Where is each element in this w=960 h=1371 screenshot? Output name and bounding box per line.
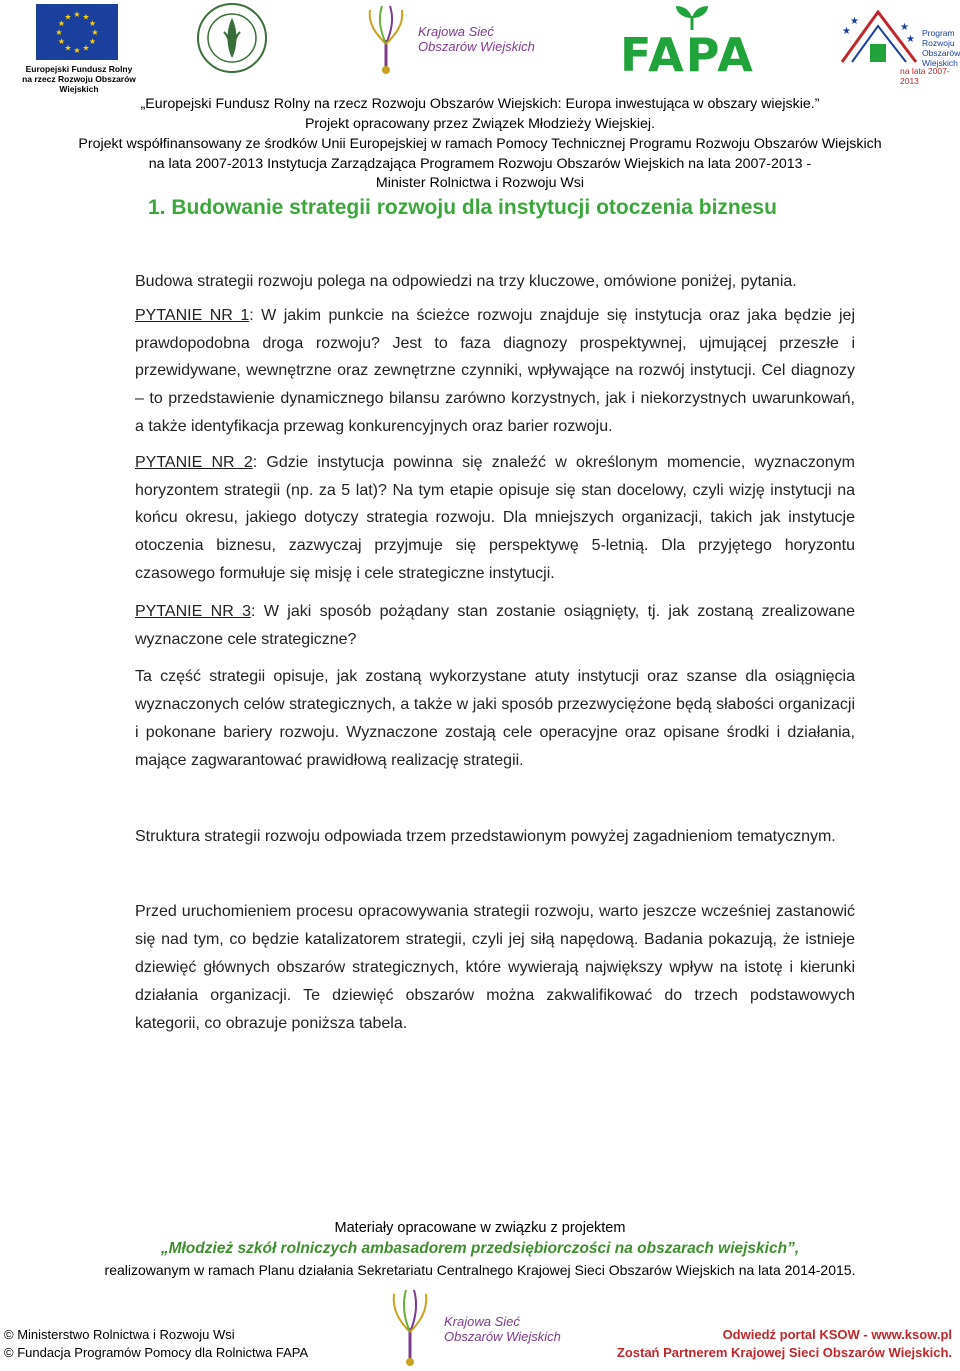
header-line-3: Projekt współfinansowany ze środków Unii Europejskiej w ramach Pomocy Technicznej Programu Rozwoju Obszarów Wiejskich [78, 136, 882, 152]
paragraph-intro: Budowa strategii rozwoju polega na odpowiedzi na trzy kluczowe, omówione poniżej, pytania. [135, 273, 797, 290]
svg-text:★: ★ [64, 12, 72, 22]
eu-caption-line1: Europejski Fundusz Rolny [25, 64, 133, 74]
ksow-portal-link[interactable]: Odwiedź portal KSOW - www.ksow.pl [722, 1327, 952, 1342]
paragraph-catalyst: Przed uruchomieniem procesu opracowywania strategii rozwoju, warto jeszcze wcześniej zastanowić się nad tym, co będzie katalizatorem strategii, czyli jej siłą napędową. Badania pokazują, że istnieje dziewięć głównych obszarów strategicznych, które wywierają największy wpływ na istotę i kierunki działania organizacji. Te dziewięć obszarów można zakwalifikować do trzech podstawowych kategorii, co obrazuje poniższa tabela. [135, 903, 855, 1032]
document-body [135, 268, 855, 1037]
svg-text:★: ★ [55, 28, 63, 37]
svg-text:★: ★ [900, 22, 909, 33]
fapa-sprout-icon [672, 4, 712, 30]
eu-caption [14, 64, 144, 94]
paragraph-strategy-part: Ta część strategii opisuje, jak zostaną wykorzystane atuty instytucji oraz szanse dla osiągnięcia wyznaczonych celów strategicznych, a także w jaki sposób przezwyciężone będą słabości organizacji i pokonane bariery rozwoju. Wyznaczone zostają cele operacyjne oraz opisane środki i działania, mające zagwarantować prawidłową realizację strategii. [135, 668, 855, 769]
svg-text:★: ★ [842, 26, 851, 37]
svg-text:★: ★ [88, 19, 97, 28]
fapa-logo [620, 4, 760, 82]
ksow-partner-note: Zostań Partnerem Krajowej Sieci Obszarów Wiejskich. [616, 1345, 952, 1360]
paragraph-question-1 [135, 302, 855, 441]
footer-line-3: realizowanym w ramach Planu działania Sekretariatu Centralnego Krajowej Sieci Obszarów Wiejskich na lata 2014-2015. [104, 1262, 856, 1278]
footer-line-1: Materiały opracowane w związku z projektem [334, 1220, 626, 1236]
svg-text:★: ★ [57, 37, 66, 46]
ministry-seal-icon [196, 2, 268, 74]
svg-text:★: ★ [88, 37, 97, 46]
eu-caption-line2: na rzecz Rozwoju Obszarów Wiejskich [22, 74, 136, 94]
svg-text:★: ★ [73, 46, 81, 55]
paragraph-structure: Struktura strategii rozwoju odpowiada trzem przedstawionym powyżej zagadnieniom tematycznym. [135, 827, 836, 845]
svg-text:★: ★ [64, 43, 72, 53]
ksow-top-line2: Obszarów Wiejskich [418, 39, 535, 54]
question-3-label: PYTANIE NR 3 [135, 602, 252, 620]
paragraph-question-3 [135, 598, 855, 654]
svg-text:★: ★ [82, 43, 90, 53]
svg-text:★: ★ [850, 16, 859, 27]
prow-house-icon [836, 4, 920, 64]
paragraph-question-2 [135, 449, 855, 588]
header-line-4: na lata 2007-2013 Instytucja Zarządzająca Programem Rozwoju Obszarów Wiejskich na lata 2007-2013 - [148, 156, 812, 172]
svg-text:★: ★ [73, 10, 81, 19]
question-2-label: PYTANIE NR 2 [135, 453, 253, 471]
ministry-seal-logo [196, 2, 268, 74]
fapa-wordmark: FAPA [620, 28, 755, 82]
ksow-bottom-line2: Obszarów Wiejskich [444, 1329, 561, 1344]
section-title: 1. Budowanie strategii rozwoju dla instytucji otoczenia biznesu [148, 196, 777, 219]
svg-text:★: ★ [906, 34, 915, 45]
eu-stars-icon [36, 4, 118, 60]
header-line-2: Projekt opracowany przez Związek Młodzieży Wiejskiej. [304, 116, 656, 132]
prow-date: na lata 2007-2013 [900, 66, 950, 86]
copyright-fapa: © Fundacja Programów Pomocy dla Rolnictwa FAPA [4, 1345, 309, 1360]
ksow-tree-icon [356, 4, 416, 76]
ksow-bottom-line1: Krajowa Sieć [444, 1314, 520, 1329]
question-1-label: PYTANIE NR 1 [135, 306, 250, 324]
eu-logo [14, 4, 144, 94]
ksow-logo-bottom [380, 1288, 580, 1368]
header-line-1: „Europejski Fundusz Rolny na rzecz Rozwoju Obszarów Wiejskich: Europa inwestująca w obszary wiejskie.” [140, 96, 820, 112]
question-1-text: : W jakim punkcie na ścieżce rozwoju znajduje się instytucja oraz jaka będzie jej prawdopodobna droga rozwoju? Jest to faza diagnozy prospektywnej, ujmującej przeszłe i przewidywane, wewnętrzne oraz zewnętrzne czynniki, wpływające na rozwój instytucji. Cel diagnozy – to przedstawienie dynamicznego bilansu zarówno korzystnych, jak i niekorzystnych uwarunkowań, a także identyfikacja przewag konkurencyjnych oraz barier rozwoju. [135, 306, 856, 435]
header-line-5: Minister Rolnictwa i Rozwoju Wsi [375, 175, 585, 191]
copyright-ministry: © Ministerstwo Rolnictwa i Rozwoju Wsi [4, 1327, 235, 1342]
ksow-tree-bottom-icon [380, 1288, 440, 1368]
ksow-logo-top [356, 4, 546, 76]
prow-logo [836, 4, 960, 86]
prow-label: Program Rozwoju Obszarów Wiejskich [922, 28, 960, 68]
ksow-top-line1: Krajowa Sieć [418, 24, 494, 39]
logo-strip [0, 0, 960, 92]
question-2-text: : Gdzie instytucja powinna się znaleźć w określonym momencie, wyznaczonym horyzontem strategii (np. za 5 lat)? Na tym etapie opisuje się stan docelowy, czyli wizję instytucji na końcu okresu, jakiego dotyczy strategia rozwoju. Dla mniejszych organizacji, takich jak instytucje otoczenia biznesu, zazwyczaj przyjmuje się perspektywę 5-letnią. Dla przyjętego horyzontu czasowego formułuje się misję i cele strategiczne instytucji. [135, 453, 855, 582]
svg-text:★: ★ [82, 12, 90, 22]
eu-flag [36, 4, 118, 60]
footer-line-2: „Młodzież szkół rolniczych ambasadorem przedsiębiorczości na obszarach wiejskich”, [160, 1240, 800, 1257]
question-3-text: : W jaki sposób pożądany stan zostanie osiągnięty, tj. jak zostaną zrealizowane wyznaczone cele strategiczne? [135, 602, 856, 648]
svg-text:★: ★ [91, 28, 99, 37]
svg-text:★: ★ [57, 19, 66, 28]
